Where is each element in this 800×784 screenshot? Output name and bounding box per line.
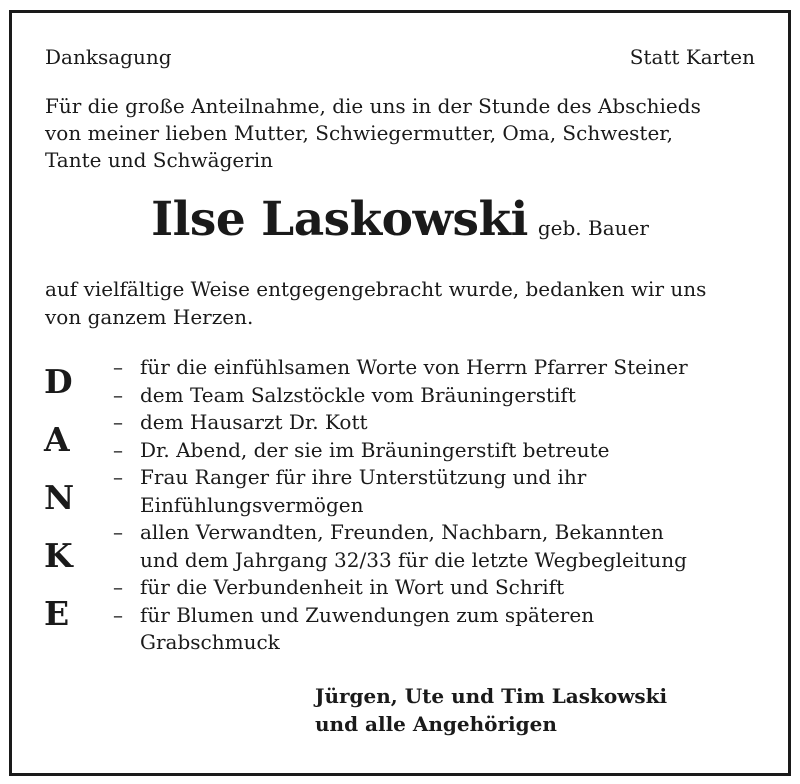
danke-letter: E	[44, 594, 70, 633]
thanks-text: dem Hausarzt Dr. Kott	[140, 410, 368, 434]
dash-bullet: –	[113, 575, 123, 599]
signature-names: Jürgen, Ute und Tim Laskowski	[315, 684, 668, 708]
thanks-item	[113, 464, 763, 519]
dash-bullet: –	[113, 602, 123, 627]
thanks-text-continued: Einfühlungsvermögen	[140, 492, 364, 517]
thanks-text: dem Team Salzstöckle vom Bräuningerstift	[140, 382, 576, 407]
thanks-item	[113, 437, 763, 465]
danke-letter: N	[44, 478, 75, 517]
thanks-text-continued: und dem Jahrgang 32/33 für die letzte Wegbegleitung	[140, 547, 687, 572]
dash-bullet: –	[113, 410, 123, 434]
intro-line: von meiner lieben Mutter, Schwiegermutter, Oma, Schwester,	[45, 121, 674, 145]
deceased-name: Ilse Laskowski	[151, 192, 528, 247]
thanks-text-continued: Grabschmuck	[140, 630, 280, 654]
thanks-item	[113, 602, 763, 657]
danke-letter: D	[44, 362, 73, 401]
thanks-list	[113, 354, 763, 657]
thanks-item	[113, 574, 763, 602]
thanks-text: allen Verwandten, Freunden, Nachbarn, Bekannten	[140, 520, 664, 544]
signature-relatives: und alle Angehörigen	[315, 712, 557, 736]
intro-line: Tante und Schwägerin	[45, 148, 274, 172]
danke-vertical-word	[44, 353, 84, 643]
dash-bullet: –	[113, 355, 123, 379]
intro-paragraph	[45, 93, 757, 174]
thanks-item	[113, 519, 763, 574]
outro-line: von ganzem Herzen.	[45, 305, 254, 329]
thanks-text: Dr. Abend, der sie im Bräuningerstift betreute	[140, 437, 610, 462]
danke-letter: A	[44, 420, 70, 459]
thanks-text: für die Verbundenheit in Wort und Schrift	[140, 575, 565, 599]
thanks-text: für Blumen und Zuwendungen zum späteren	[140, 602, 595, 627]
intro-line: Für die große Anteilnahme, die uns in der Stunde des Abschieds	[45, 94, 701, 118]
thanks-text: für die einfühlsamen Worte von Herrn Pfarrer Steiner	[140, 355, 688, 379]
thanks-item	[113, 409, 763, 437]
dash-bullet: –	[113, 382, 123, 407]
outro-line: auf vielfältige Weise entgegengebracht wurde, bedanken wir uns	[45, 277, 707, 301]
deceased-name-block	[0, 190, 800, 250]
outro-paragraph	[45, 275, 757, 331]
header-title: Danksagung	[45, 45, 172, 69]
danke-letter: K	[44, 536, 73, 575]
signature-block	[315, 682, 667, 738]
dash-bullet: –	[113, 465, 123, 489]
header-note: Statt Karten	[629, 45, 755, 69]
dash-bullet: –	[113, 520, 123, 544]
thanks-item	[113, 382, 763, 410]
dash-bullet: –	[113, 437, 123, 462]
thanks-item	[113, 354, 763, 382]
thanks-text: Frau Ranger für ihre Unterstützung und ihr	[140, 465, 587, 489]
maiden-name: geb. Bauer	[537, 216, 649, 240]
